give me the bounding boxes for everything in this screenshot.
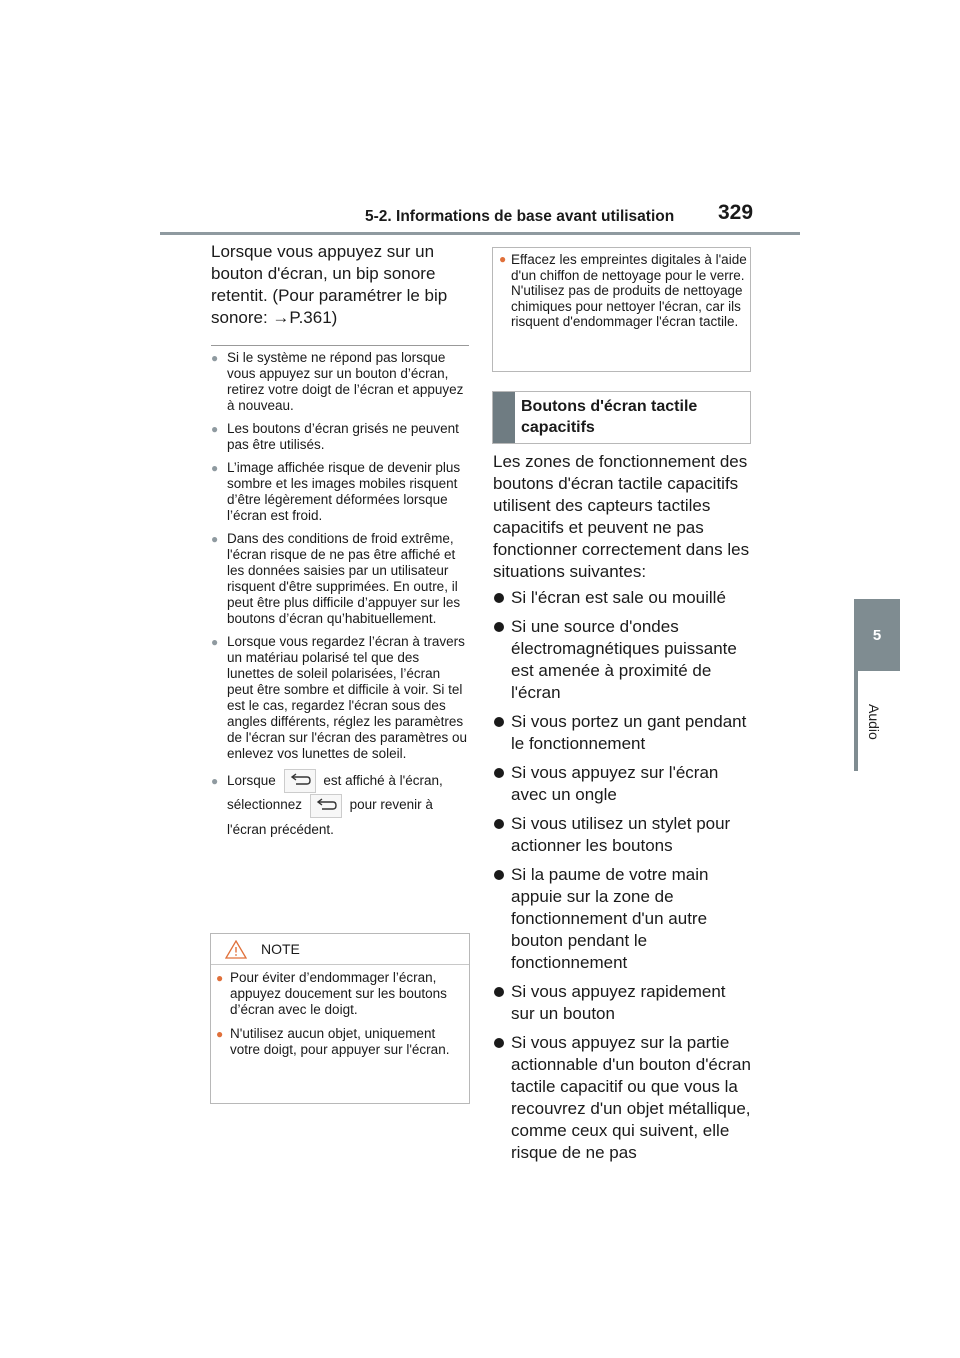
header-rule	[160, 232, 800, 235]
caution-box-label: NOTE	[261, 941, 300, 957]
list-item: Si vous utilisez un stylet pour actionner les boutons	[493, 813, 753, 857]
caution-box-body	[211, 965, 469, 1058]
caution-box	[210, 933, 470, 1104]
back-note-part3: sélectionnez	[227, 797, 303, 813]
warning-icon	[225, 940, 247, 964]
list-item: Si une source d'ondes électromagnétiques puissante est amenée à proximité de l'écran	[493, 616, 753, 704]
caution-box-header	[211, 934, 469, 965]
caution-item: ● Effacez les empreintes digitales à l'aide d'un chiffon de nettoyage pour le verre. N'utilisez pas de produits de nettoyage chimiques pour nettoyer l'écran, car ils risquent d'endommager l'écran tactile.	[499, 252, 751, 330]
note-item: ● Lorsque vous regardez l’écran à travers un matériau polarisé tel que des lunettes de soleil polarisées, l’écran peut être sombre et difficile à voir. Si tel est le cas, regardez l'écran sous des angles différents, réglez les paramètres de l'écran sur l'écran des paramètres ou enlevez vos lunettes de soleil.	[211, 634, 469, 762]
note-item: ● L’image affichée risque de devenir plus sombre et les images mobiles risquent d’être légèrement déformées lorsque l’écran est froid.	[211, 460, 469, 524]
back-arrow-icon	[310, 794, 342, 818]
back-arrow-icon	[284, 769, 316, 793]
back-note-part1: Lorsque	[227, 773, 276, 788]
note-item: ● Dans des conditions de froid extrême, l'écran risque de ne pas être affiché et les données saisies par un utilisateur risquent d'être supprimées. En outre, il peut être plus difficile d’appuyer sur les boutons d’écran qu’habituellement.	[211, 531, 469, 627]
notes-divider	[211, 345, 469, 346]
back-note-part2: est affiché à l'écran,	[323, 773, 443, 788]
section-heading	[492, 391, 751, 444]
caution-item: ● Pour éviter d’endommager l’écran, appuyez doucement sur les boutons d’écran avec le doigt.	[216, 970, 465, 1018]
page-number: 329	[718, 201, 754, 224]
section-heading-title: Boutons d'écran tactile capacitifs	[521, 398, 698, 436]
section-heading-bar	[493, 392, 515, 443]
caution-item: ● N'utilisez aucun objet, uniquement votre doigt, pour appuyer sur l'écran.	[216, 1026, 465, 1058]
intro-paragraph: Lorsque vous appuyez sur un bouton d'écran, un bip sonore retentit. (Pour paramétrer le bip sonore: →P.361)	[211, 242, 448, 327]
situations-list	[493, 587, 753, 1171]
list-item: Si vous portez un gant pendant le fonctionnement	[493, 711, 753, 755]
note-item: ● Les boutons d’écran grisés ne peuvent pas être utilisés.	[211, 421, 469, 453]
section-intro: Les zones de fonctionnement des boutons d'écran tactile capacitifs utilisent des capteurs tactiles capacitifs et peuvent ne pas fonctionner correctement dans les situations suivantes:	[493, 452, 750, 581]
list-item: Si vous appuyez sur l'écran avec un ongle	[493, 762, 753, 806]
note-item-back	[211, 769, 469, 842]
list-item: Si la paume de votre main appuie sur la zone de fonctionnement d'un autre bouton pendant le fonctionnement	[493, 864, 753, 974]
back-note-part4: pour revenir à l'écran précédent.	[227, 797, 433, 837]
chapter-tab-label: Audio	[866, 704, 882, 740]
section-header: 5-2. Informations de base avant utilisation	[365, 208, 675, 225]
chapter-tab-bar	[854, 671, 858, 771]
note-item: ● Si le système ne répond pas lorsque vous appuyez sur un bouton d’écran, retirez votre doigt de l’écran et appuyez à nouveau.	[211, 350, 469, 414]
caution-box-continued	[492, 247, 751, 372]
list-item: Si vous appuyez sur la partie actionnable d'un bouton d'écran tactile capacitif ou que vous la recouvrez d'un objet métallique, comme ceux qui suivent, elle risque de ne pas	[493, 1032, 753, 1164]
notes-list	[211, 350, 469, 849]
list-item: Si vous appuyez rapidement sur un bouton	[493, 981, 753, 1025]
list-item: Si l'écran est sale ou mouillé	[493, 587, 753, 609]
chapter-tab-number: 5	[854, 599, 900, 671]
